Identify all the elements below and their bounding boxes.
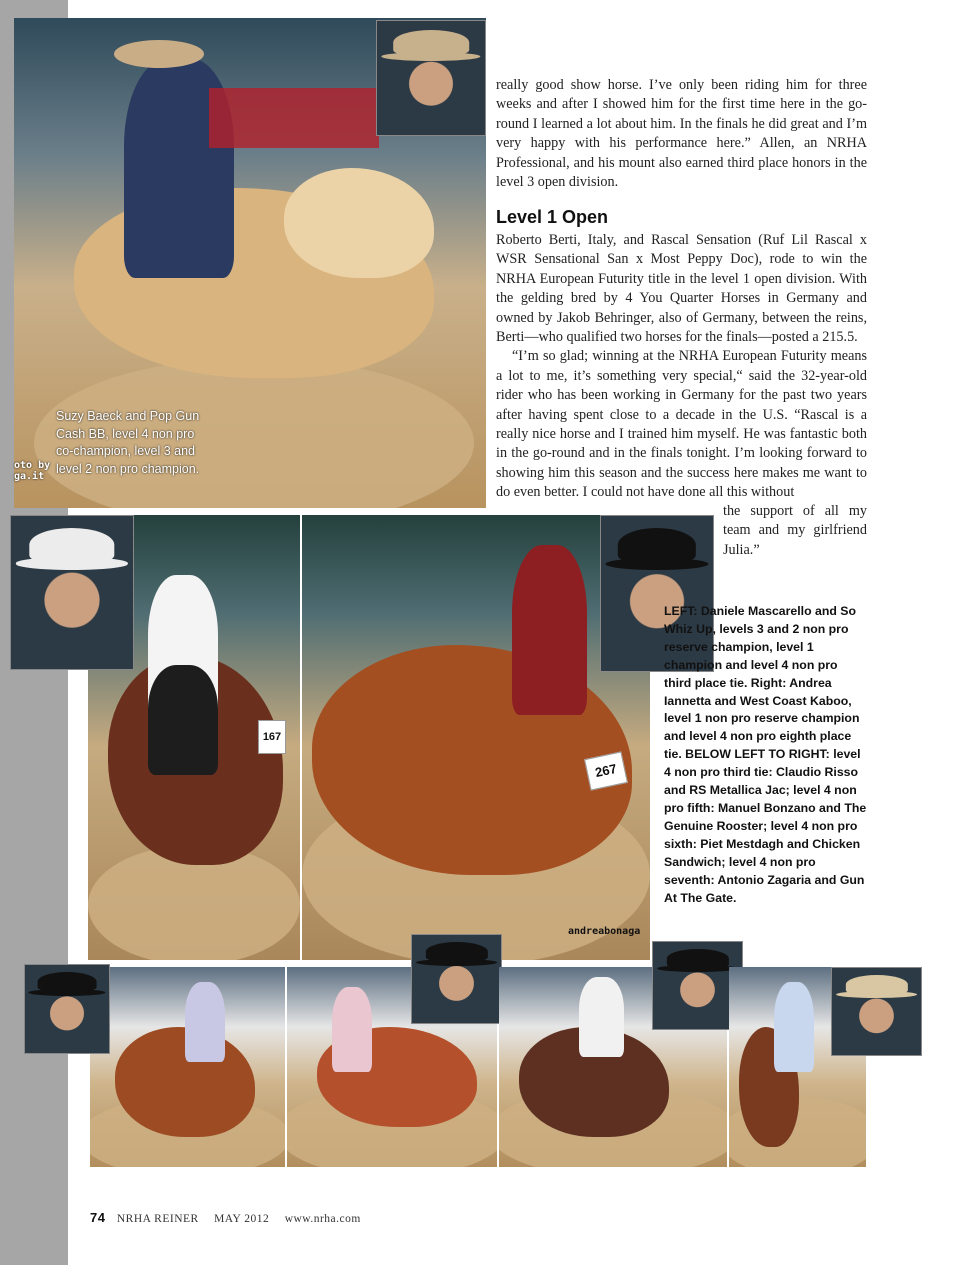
middle-photo-credit: andreabonaga — [568, 926, 641, 937]
body-paragraph-2-end: the support of all my team and my girlfriend Julia.” — [723, 503, 867, 558]
page-footer — [90, 1210, 373, 1225]
intro-paragraph: really good show horse. I’ve only been riding him for three weeks and after I showed him for the first time here in the go-round I learned a lot about him. In the finals he did great and I’m very happy with his performance here.” Allen, an NRHA Professional, and his mount also earned third place honors in the level 3 open division. — [496, 77, 867, 191]
top-photo-credit: oto by ga.it — [14, 460, 51, 482]
body-paragraph-1: Roberto Berti, Italy, and Rascal Sensation (Ruf Lil Rascal x WSR Sensational San x Most Peppy Doc), rode to win the NRHA European Futurity title in the level 1 open division. With the gelding bred by 4 You Quarter Horses in Germany and owned by Jakob Behringer, also of Germany, between the reins, Berti—who qualified two horses for the finals—posted a 215.5. — [496, 232, 867, 346]
article-intro-text — [496, 76, 867, 192]
website-link[interactable]: www.nrha.com — [284, 1213, 361, 1225]
section-heading: Level 1 Open — [496, 207, 609, 227]
issue-date: MAY 2012 — [214, 1213, 270, 1225]
portrait-claudio-risso — [24, 964, 110, 1054]
portrait-suzy-baeck — [376, 20, 486, 136]
portrait-antonio-zagaria — [831, 967, 922, 1056]
bottom-photo-claudio-risso — [90, 967, 285, 1167]
page-number: 74 — [90, 1210, 106, 1225]
side-caption: LEFT: Daniele Mascarello and So Whiz Up, levels 3 and 2 non pro reserve champion, level 1 champion and level 4 non pro third place tie. Right: Andrea Iannetta and West Coast Kaboo, level 1 non pro reserve champion and level 4 non pro eighth place tie. BELOW LEFT TO RIGHT: level 4 non pro third tie: Claudio Risso and RS Metallica Jac; level 4 non pro fifth: Manuel Bonzano and The Genuine Rooster; level 4 non pro sixth: Piet Mestdagh and Chicken Sandwich; level 4 non pro seventh: Antonio Zagaria and Gun At The Gate. — [664, 604, 867, 905]
middle-right-photo-andrea-iannetta — [302, 515, 650, 960]
horse-number-167: 167 — [258, 720, 286, 754]
article-body-text — [496, 231, 867, 503]
horse-number-267: 267 — [584, 751, 628, 790]
top-photo-caption: Suzy Baeck and Pop Gun Cash BB, level 4 non pro co-champion, level 3 and level 2 non pro champion. — [56, 409, 200, 476]
portrait-manuel-bonzano — [411, 934, 502, 1024]
portrait-daniele-mascarello — [10, 515, 134, 670]
body-paragraph-2: “I’m so glad; winning at the NRHA European Futurity means a lot to me, it’s something very special,“ said the 32-year-old rider who has been working in Germany for the past two years after having spent close to a decade in the U.S. “Rascal is a really nice horse and I trained him myself. He was fantastic both in the go-round and in the finals tonight. I’m looking forward to showing him this season and the success here makes me want to do even better. I could not have done all this without — [496, 348, 867, 501]
magazine-name: NRHA REINER — [116, 1213, 199, 1225]
